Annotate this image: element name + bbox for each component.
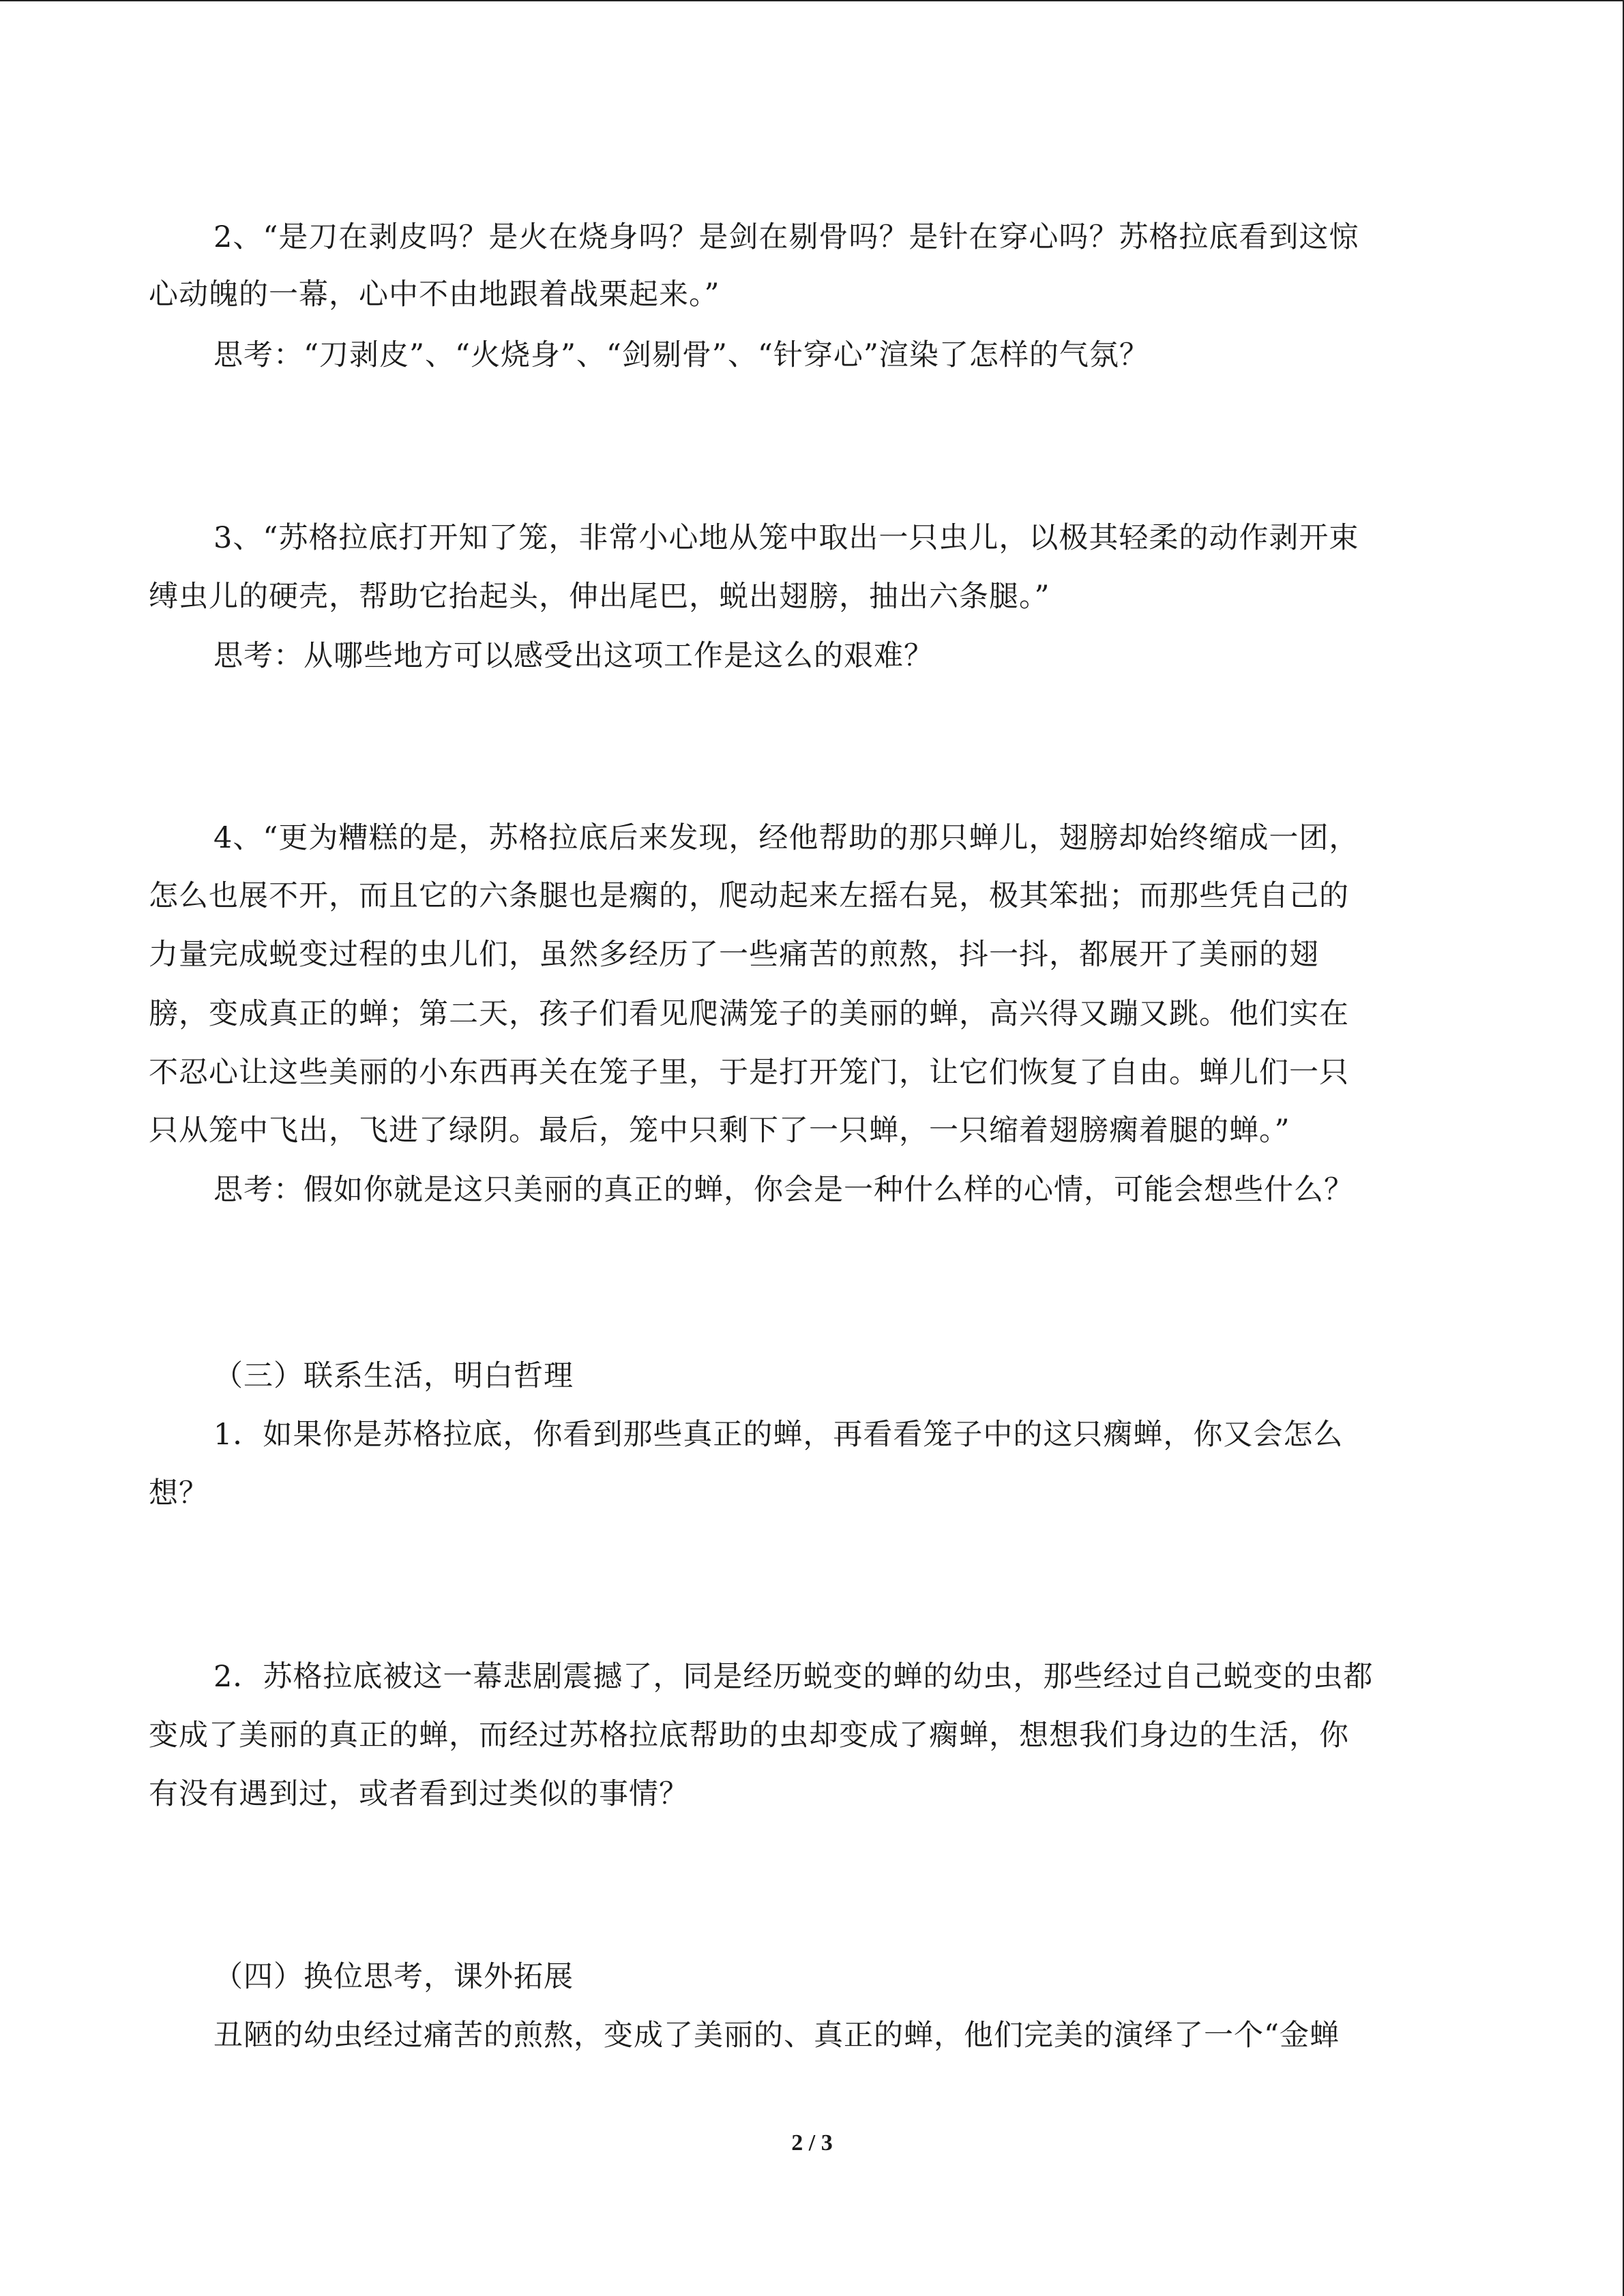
section-4-line-1: 丑陋的幼虫经过痛苦的煎熬，变成了美丽的、真正的蝉，他们完美的演绎了一个“金蝉 bbox=[213, 2018, 1340, 2053]
section-4-heading: （四）换位思考，课外拓展 bbox=[213, 1960, 574, 1994]
section-3-q1-line-1: 1．如果你是苏格拉底，你看到那些真正的蝉，再看看笼子中的这只瘸蝉，你又会怎么 bbox=[213, 1418, 1344, 1452]
section-3-q2-line-2: 变成了美丽的真正的蝉，而经过苏格拉底帮助的虫却变成了瘸蝉，想想我们身边的生活，你 bbox=[149, 1718, 1349, 1753]
paragraph-4-question: 思考：假如你就是这只美丽的真正的蝉，你会是一种什么样的心情，可能会想些什么？ bbox=[213, 1173, 1354, 1207]
paragraph-4-line-1: 4、“更为糟糕的是，苏格拉底后来发现，经他帮助的那只蝉儿，翅膀却始终缩成一团， bbox=[213, 821, 1359, 855]
paragraph-4-line-4: 膀，变成真正的蝉；第二天，孩子们看见爬满笼子的美丽的蝉，高兴得又蹦又跳。他们实在 bbox=[149, 997, 1349, 1031]
section-3-q2-line-3: 有没有遇到过，或者看到过类似的事情？ bbox=[149, 1777, 689, 1811]
section-3-heading: （三）联系生活，明白哲理 bbox=[213, 1359, 574, 1393]
section-3-q2-line-1: 2．苏格拉底被这一幕悲剧震撼了，同是经历蜕变的蝉的幼虫，那些经过自己蜕变的虫都 bbox=[213, 1660, 1374, 1694]
paragraph-4-line-3: 力量完成蜕变过程的虫儿们，虽然多经历了一些痛苦的煎熬，抖一抖，都展开了美丽的翅 bbox=[149, 938, 1319, 972]
paragraph-3-question: 思考：从哪些地方可以感受出这项工作是这么的艰难？ bbox=[213, 639, 934, 673]
paragraph-4-line-6: 只从笼中飞出，飞进了绿阴。最后，笼中只剩下了一只蝉，一只缩着翅膀瘸着腿的蝉。” bbox=[149, 1114, 1290, 1148]
paragraph-3-line-2: 缚虫儿的硬壳，帮助它抬起头，伸出尾巴，蜕出翅膀，抽出六条腿。” bbox=[149, 580, 1050, 614]
paragraph-2-line-1: 2、“是刀在剥皮吗？是火在烧身吗？是剑在剔骨吗？是针在穿心吗？苏格拉底看到这惊 bbox=[213, 220, 1359, 254]
section-3-q1-line-2: 想？ bbox=[149, 1476, 209, 1510]
page-number: 2 / 3 bbox=[791, 2130, 833, 2156]
paragraph-2-question: 思考：“刀剥皮”、“火烧身”、“剑剔骨”、“针穿心”渲染了怎样的气氛？ bbox=[213, 338, 1149, 372]
paragraph-4-line-2: 怎么也展不开，而且它的六条腿也是瘸的，爬动起来左摇右晃，极其笨拙；而那些凭自己的 bbox=[149, 879, 1349, 913]
paragraph-4-line-5: 不忍心让这些美丽的小东西再关在笼子里，于是打开笼门，让它们恢复了自由。蝉儿们一只 bbox=[149, 1056, 1349, 1090]
paragraph-3-line-1: 3、“苏格拉底打开知了笼，非常小心地从笼中取出一只虫儿，以极其轻柔的动作剥开束 bbox=[213, 521, 1359, 555]
paragraph-2-line-2: 心动魄的一幕，心中不由地跟着战栗起来。” bbox=[149, 278, 720, 312]
